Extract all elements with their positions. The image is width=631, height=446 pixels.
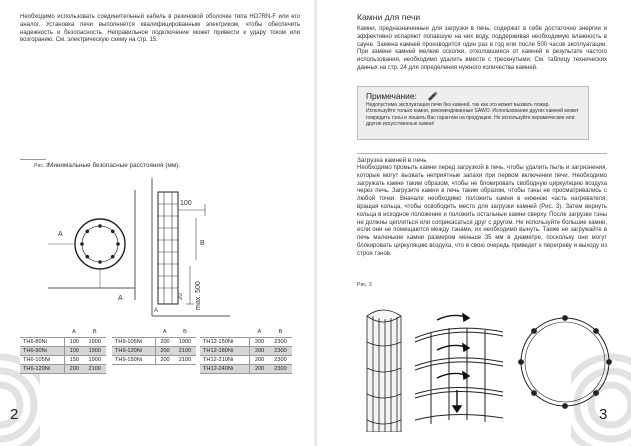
figure-3-label: Рис. 3	[357, 282, 372, 288]
dim-100: 100	[180, 200, 192, 207]
stones-intro: Камни, предназначенные для загрузки в печь, содержат в себе достаточно энергии и эффективно испаряют попавшую на них воду, поддерживая необходимую влажность в сауне. Замена камней производится один раз в год или после 500 часов эксплуатации. При замене камней мелкие осколки, отколовшиеся от камней в результате частого использования, необходимо удалить вместе с трескнутыми. См. таблицу технических данных на стр. 24 для определения нужного количества камней.	[357, 26, 607, 71]
value-cell: 2300	[269, 365, 292, 374]
value-cell: 200	[250, 365, 269, 374]
note-box	[357, 86, 589, 140]
model-cell: TH9-120Ni	[112, 346, 156, 355]
stone-loading-illustration	[353, 292, 613, 432]
value-cell: 2300	[269, 346, 292, 355]
dim-b: B	[200, 240, 205, 247]
figure-2-caption: Минимальные безопасные расстояния (мм).	[48, 162, 181, 169]
value-cell: 200	[156, 346, 175, 355]
value-cell: 1900	[83, 337, 106, 346]
table-row	[200, 346, 292, 355]
model-cell: TH6-105Ni	[20, 355, 65, 364]
model-cell: TH6-80Ni	[20, 337, 65, 346]
value-cell: 200	[250, 346, 269, 355]
value-cell: 1900	[83, 355, 106, 364]
clearance-table-th6	[20, 328, 106, 374]
model-cell: TH12-210Ni	[200, 355, 250, 364]
section-divider	[357, 153, 607, 154]
model-cell: TH12-240Ni	[200, 365, 250, 374]
page-number-right: 3	[599, 406, 608, 423]
value-cell: 2300	[269, 337, 292, 346]
dim-max500: max. 500	[195, 281, 202, 310]
note-text: Недопустима эксплуатация печи без камней, так как это может вызвать пожар. Используйте только камни, рекомендованные SAWO. Использование других камней может повредить тэны и лишить Вас гарантии на продукцию. Не используйте керамические или другие искусственные камни!	[366, 102, 579, 128]
figure-2-divider	[20, 159, 46, 160]
clearance-table-th9	[112, 328, 196, 365]
table-row	[20, 337, 106, 346]
table-row	[20, 355, 106, 364]
heater-side-view	[152, 178, 230, 316]
model-cell: TH6-120Ni	[20, 365, 65, 374]
table-row	[112, 355, 196, 364]
table-header-cell: B	[278, 329, 283, 336]
value-cell: 200	[250, 355, 269, 364]
value-cell: 100	[65, 346, 84, 355]
table-header-cell: A	[257, 329, 262, 336]
left-page	[0, 0, 314, 446]
loading-subtitle: Загрузка камней в печь	[357, 157, 427, 164]
table-row	[20, 346, 106, 355]
value-cell: 1900	[174, 337, 196, 346]
clearance-table-th12	[200, 328, 292, 374]
ring-top-view	[519, 316, 612, 409]
pencil-icon	[426, 89, 438, 101]
value-cell: 100	[65, 337, 84, 346]
page-number-left: 2	[10, 406, 19, 423]
stones-title: Камни для печи	[357, 12, 421, 22]
value-cell: 200	[156, 337, 175, 346]
dim-a-bottom: A	[118, 295, 123, 302]
model-cell: TH12-180Ni	[200, 346, 250, 355]
table-header-cell: A	[72, 329, 76, 336]
table-row	[20, 365, 106, 374]
value-cell: 1900	[83, 346, 106, 355]
table-row	[200, 337, 292, 346]
heater-cylinder	[367, 310, 401, 432]
value-cell: 2300	[269, 355, 292, 364]
heater-top-view	[48, 190, 135, 300]
dim-20: 20	[178, 293, 184, 300]
right-page	[317, 0, 631, 446]
table-header-cell: B	[92, 329, 97, 336]
value-cell: 200	[65, 365, 84, 374]
value-cell: 2100	[83, 365, 106, 374]
value-cell: 200	[250, 337, 269, 346]
clearance-diagram	[40, 170, 250, 320]
table-header-cell	[200, 328, 250, 337]
table-row	[112, 337, 196, 346]
model-cell: TH12-150Ni	[200, 337, 250, 346]
value-cell: 200	[156, 355, 175, 364]
table-row	[112, 346, 196, 355]
model-cell: TH9-150Ni	[112, 355, 156, 364]
note-title: Примечание:	[366, 91, 417, 101]
wiring-paragraph: Необходимо использовать соединительный кабель в резиновой оболочке типа HO7RN-F или его аналог. Установка печи выполняется квалифицированным электриком, чтобы обеспечить надежность и безопасность. Неправильное подключение может привести к удару током или возгоранию. См. электрическую схему на стр. 15.	[20, 14, 300, 44]
model-cell: TH6-90Ni	[20, 346, 65, 355]
dim-a-side: A	[154, 308, 159, 314]
table-header-cell	[112, 328, 156, 337]
table-row	[200, 355, 292, 364]
table-row	[200, 365, 292, 374]
loading-instructions: Необходимо промыть камни перед загрузкой в печь, чтобы удалить пыль и загрязнения, которые могут вызвать неприятные запахи при первом включении печи. Необходимо загружать камни таким образом, чтобы не блокировать свободную циркуляцию воздуха через печь. Загрузите камни в печь таким образом, чтобы тэны не просматривались с любой точки. Вначале необходимо положить камни в нижнюю часть нагревателя, вращая кольца, чтобы освободить место для загрузки камней (Рис. 3). Затем вернуть кольца в исходное положение и положить остальные камни сверху. После загрузки тэны не должны цепляться или соприкасаться друг с другом. Не используйте большие камни, если они не помещаются между тэнами, их необходимо вынуть. Также не загружайте в печь маленькие камни размером меньше 35 мм в диаметре, поскольку они могут блокировать циркуляцию воздуха, что в свою очередь приведет к перегреву и выходу из строя тэнов.	[357, 165, 607, 257]
table-header-cell	[20, 328, 65, 337]
value-cell: 2100	[174, 346, 196, 355]
dim-a-left: A	[58, 231, 63, 238]
table-header-cell: B	[183, 329, 187, 336]
value-cell: 2100	[174, 355, 196, 364]
model-cell: TH9-105Ni	[112, 337, 156, 346]
figure-2-label: Рис. 2	[34, 163, 49, 169]
value-cell: 150	[65, 355, 84, 364]
table-header-cell: A	[162, 329, 167, 336]
